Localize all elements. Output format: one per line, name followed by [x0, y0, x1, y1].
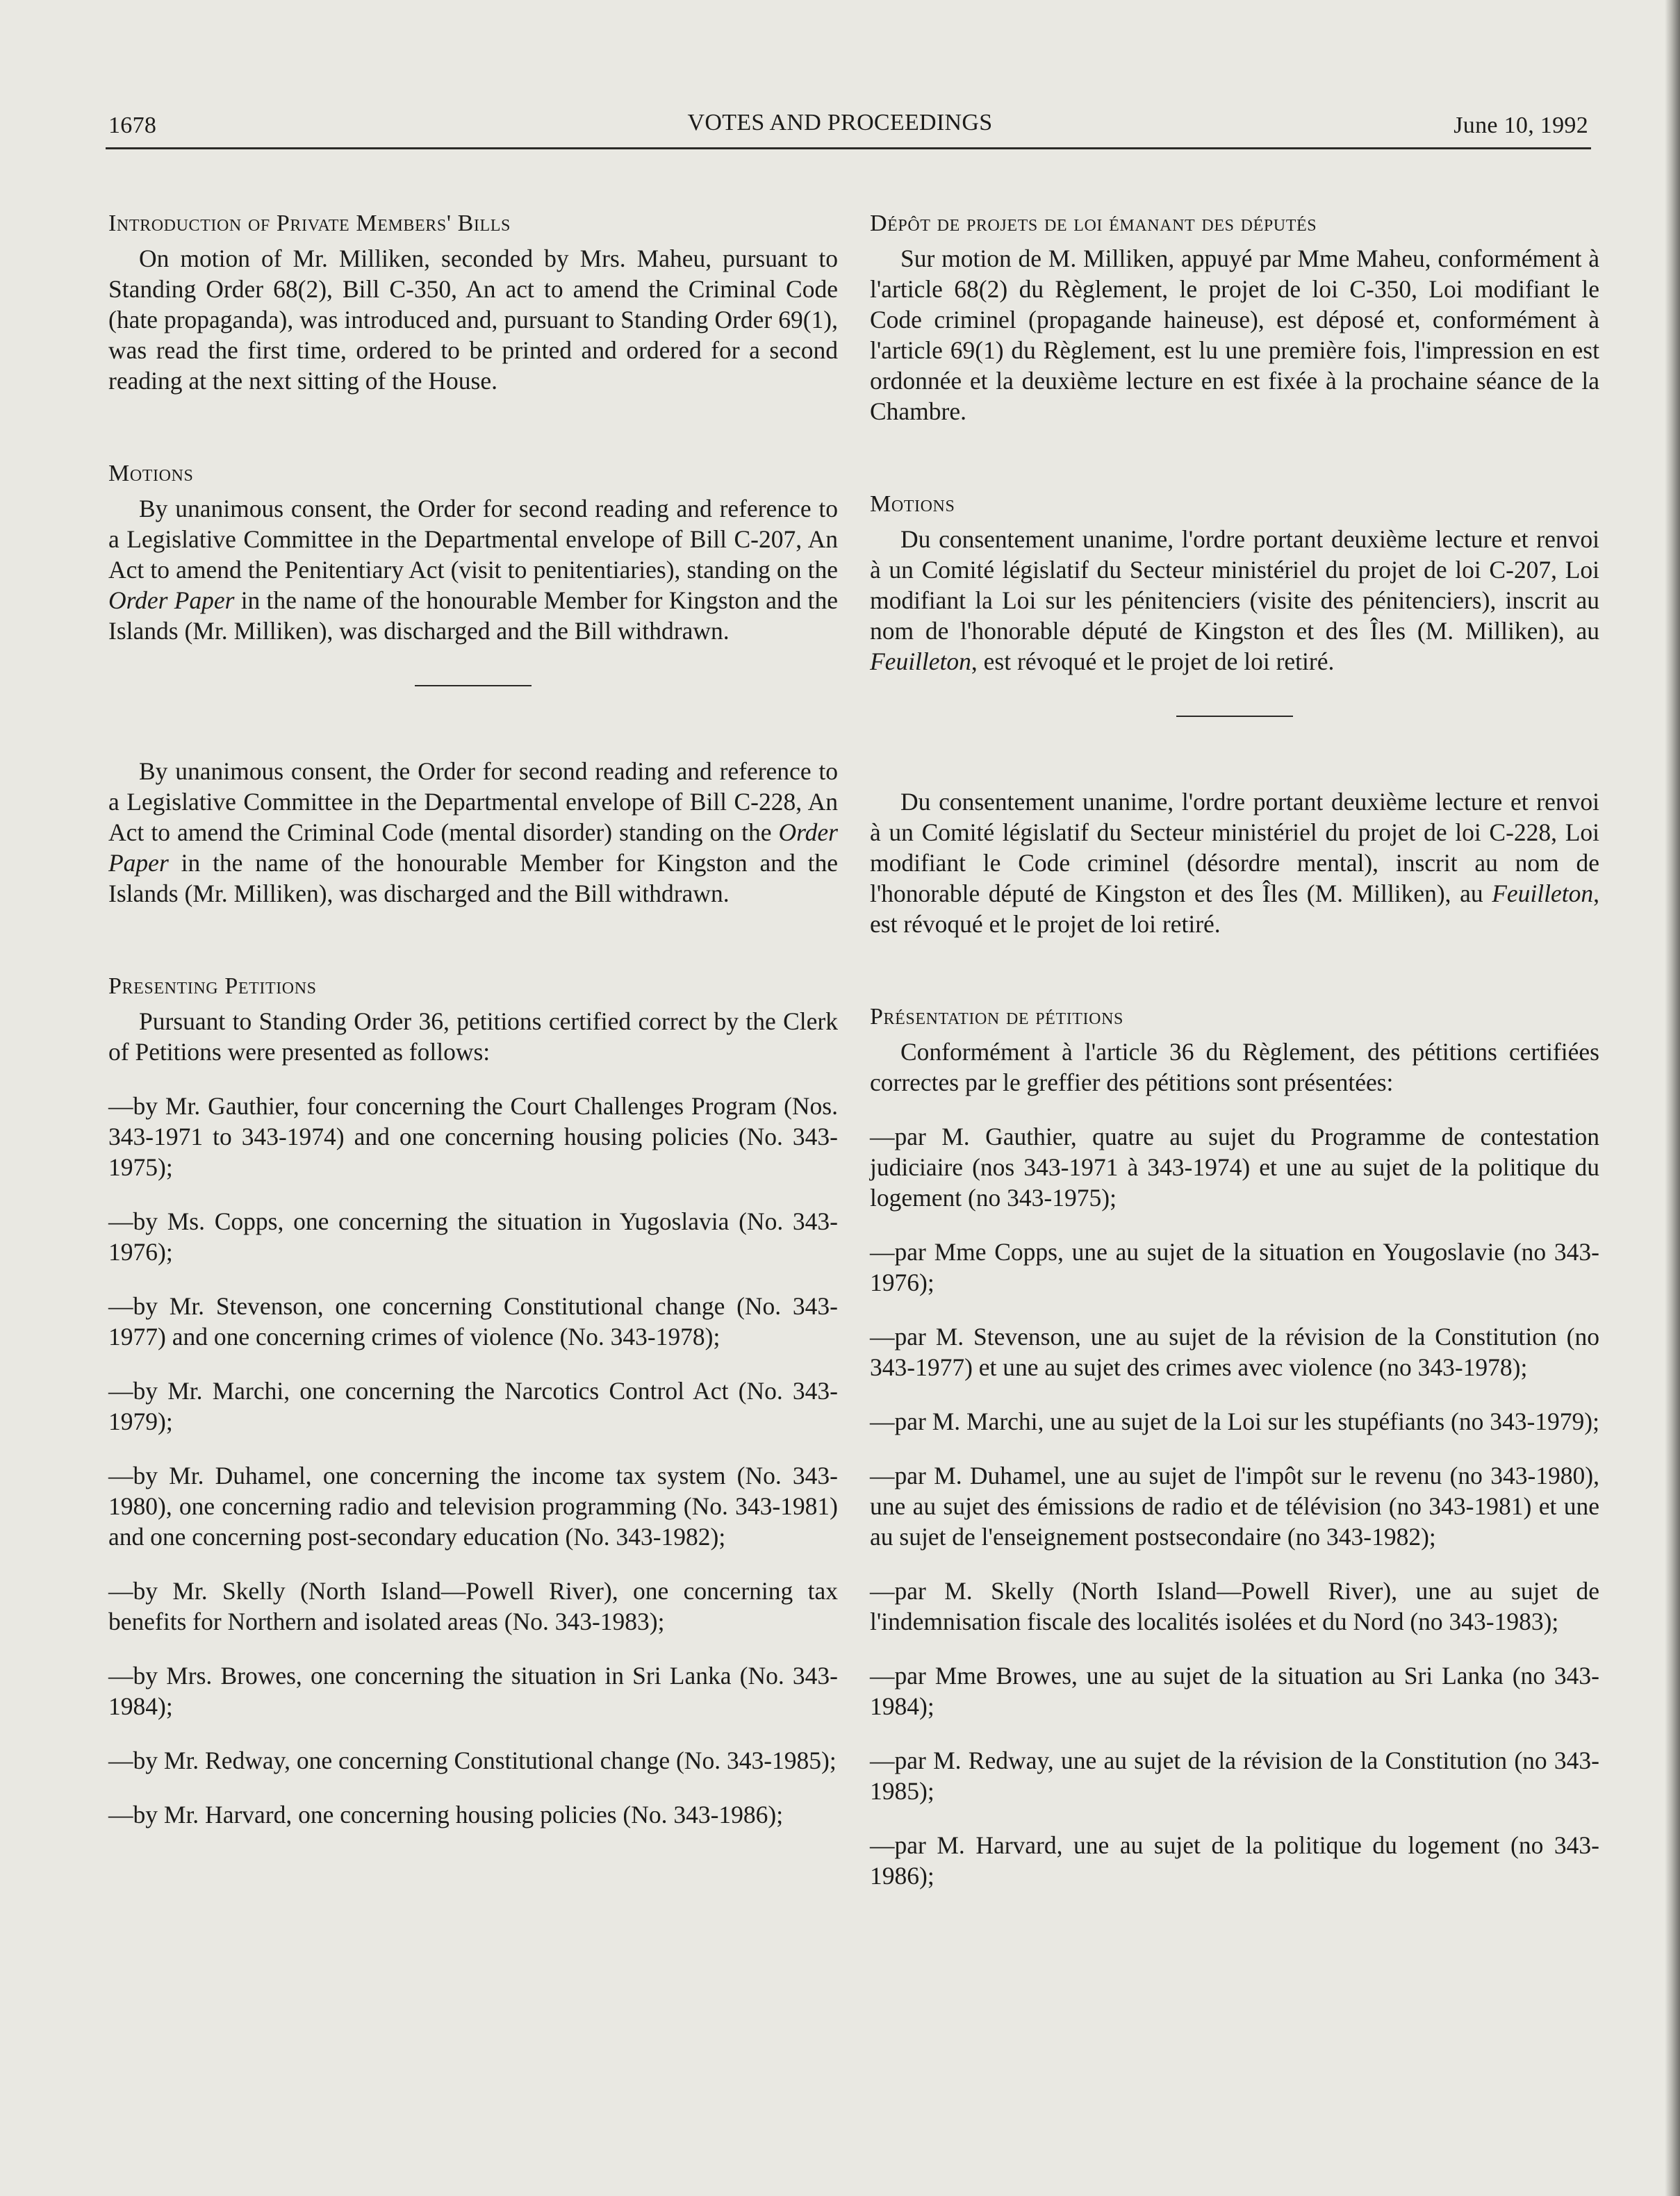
- private-bills-text-fr: Sur motion de M. Milliken, appuyé par Mme Maheu, conformément à l'article 68(2) du Règlement, le projet de loi C-350, Loi modifiant le Code criminel (propagande haineuse), est déposé et, conformément à l'article 69(1) du Règlement, est lu une première fois, l'impression en est ordonnée et la deuxième lecture en est fixée à la prochaine séance de la Chambre.: [870, 245, 1599, 425]
- page-date: June 10, 1992: [1453, 113, 1588, 138]
- petition-item: —by Mrs. Browes, one concerning the situation in Sri Lanka (No. 343-1984);: [108, 1662, 838, 1720]
- petition-item-fr: —par Mme Copps, une au sujet de la situation en Yougoslavie (no 343-1976);: [870, 1238, 1599, 1296]
- petition-item: —by Mr. Marchi, one concerning the Narcotics Control Act (No. 343-1979);: [108, 1377, 838, 1435]
- petition-item: —by Mr. Stevenson, one concerning Constitutional change (No. 343-1977) and one concerning crimes of violence (No. 343-1978);: [108, 1292, 838, 1351]
- french-column: [870, 208, 1599, 1891]
- petitions-intro-fr: Conformément à l'article 36 du Règlement, des pétitions certifiées correctes par le greffier des pétitions sont présentées:: [870, 1038, 1599, 1096]
- motion-paragraph-fr: Du consentement unanime, l'ordre portant deuxième lecture et renvoi à un Comité législatif du Secteur ministériel du projet de loi C-207, Loi modifiant la Loi sur les pénitenciers (visite des pénitenciers), inscrit au nom de l'honorable député de Kingston et des Îles (M. Milliken), au Feuilleton, est révoqué et le projet de loi retiré.: [870, 525, 1599, 675]
- page-number: 1678: [108, 113, 157, 138]
- private-bills-heading-fr: Dépôt de projets de loi émanant des députés: [870, 210, 1317, 236]
- petition-item-fr: —par M. Gauthier, quatre au sujet du Programme de contestation judiciaire (nos 343-1971 à 343-1974) et une au sujet de la politique du logement (no 343-1975);: [870, 1123, 1599, 1212]
- petitions-intro: Pursuant to Standing Order 36, petitions certified correct by the Clerk of Petitions were presented as follows:: [108, 1007, 838, 1066]
- english-column: [108, 208, 838, 1830]
- petition-item-fr: —par M. Marchi, une au sujet de la Loi sur les stupéfiants (no 343-1979);: [870, 1407, 1599, 1435]
- petition-item: —by Mr. Redway, one concerning Constitutional change (No. 343-1985);: [108, 1747, 837, 1774]
- petitions-heading: Presenting Petitions: [108, 973, 317, 999]
- motions-heading: Motions: [108, 461, 194, 486]
- private-bills-heading: Introduction of Private Members' Bills: [108, 210, 511, 236]
- header-rule: [106, 147, 1591, 149]
- petition-item: —by Mr. Gauthier, four concerning the Court Challenges Program (Nos. 343-1971 to 343-1974) and one concerning housing policies (No. 343-1975);: [108, 1092, 838, 1181]
- motions-heading-fr: Motions: [870, 491, 955, 517]
- petition-item: —by Ms. Copps, one concerning the situation in Yugoslavia (No. 343-1976);: [108, 1207, 838, 1266]
- petition-item: —by Mr. Duhamel, one concerning the income tax system (No. 343-1980), one concerning radio and television programming (No. 343-1981) and one concerning post-secondary education (No. 343-1982);: [108, 1462, 838, 1551]
- petition-item-fr: —par M. Redway, une au sujet de la révision de la Constitution (no 343-1985);: [870, 1747, 1599, 1805]
- petition-item-fr: —par M. Skelly (North Island—Powell River), une au sujet de l'indemnisation fiscale des localités isolées et du Nord (no 343-1983);: [870, 1577, 1599, 1635]
- petitions-heading-fr: Présentation de pétitions: [870, 1004, 1123, 1030]
- private-bills-text: On motion of Mr. Milliken, seconded by Mrs. Maheu, pursuant to Standing Order 68(2), Bill C-350, An act to amend the Criminal Code (hate propaganda), was introduced and, pursuant to Standing Order 69(1), was read the first time, ordered to be printed and ordered for a second reading at the next sitting of the House.: [108, 245, 838, 395]
- petition-item-fr: —par M. Harvard, une au sujet de la politique du logement (no 343-1986);: [870, 1831, 1599, 1890]
- page-edge-shadow: [1665, 0, 1680, 2196]
- petition-item-fr: —par M. Duhamel, une au sujet de l'impôt sur le revenu (no 343-1980), une au sujet des émissions de radio et de télévision (no 343-1981) et une au sujet de l'enseignement postsecondaire (no 343-1982);: [870, 1462, 1599, 1551]
- motion-paragraph: By unanimous consent, the Order for second reading and reference to a Legislative Committee in the Departmental envelope of Bill C-207, An Act to amend the Penitentiary Act (visit to penitentiaries), standing on the Order Paper in the name of the honourable Member for Kingston and the Islands (Mr. Milliken), was discharged and the Bill withdrawn.: [108, 495, 838, 645]
- petition-item-fr: —par Mme Browes, une au sujet de la situation au Sri Lanka (no 343-1984);: [870, 1662, 1599, 1720]
- running-title: VOTES AND PROCEEDINGS: [687, 110, 993, 135]
- motion-paragraph-fr: Du consentement unanime, l'ordre portant deuxième lecture et renvoi à un Comité législatif du Secteur ministériel du projet de loi C-228, Loi modifiant le Code criminel (désordre mental), inscrit au nom de l'honorable député de Kingston et des Îles (M. Milliken), au Feuilleton, est révoqué et le projet de loi retiré.: [870, 788, 1599, 938]
- petition-item-fr: —par M. Stevenson, une au sujet de la révision de la Constitution (no 343-1977) et une au sujet des crimes avec violence (no 343-1978);: [870, 1323, 1599, 1381]
- petition-item: —by Mr. Harvard, one concerning housing policies (No. 343-1986);: [108, 1801, 784, 1828]
- motion-paragraph: By unanimous consent, the Order for second reading and reference to a Legislative Committee in the Departmental envelope of Bill C-228, An Act to amend the Criminal Code (mental disorder) standing on the Order Paper in the name of the honourable Member for Kingston and the Islands (Mr. Milliken), was discharged and the Bill withdrawn.: [108, 757, 838, 907]
- petition-item: —by Mr. Skelly (North Island—Powell River), one concerning tax benefits for Northern and isolated areas (No. 343-1983);: [108, 1577, 838, 1635]
